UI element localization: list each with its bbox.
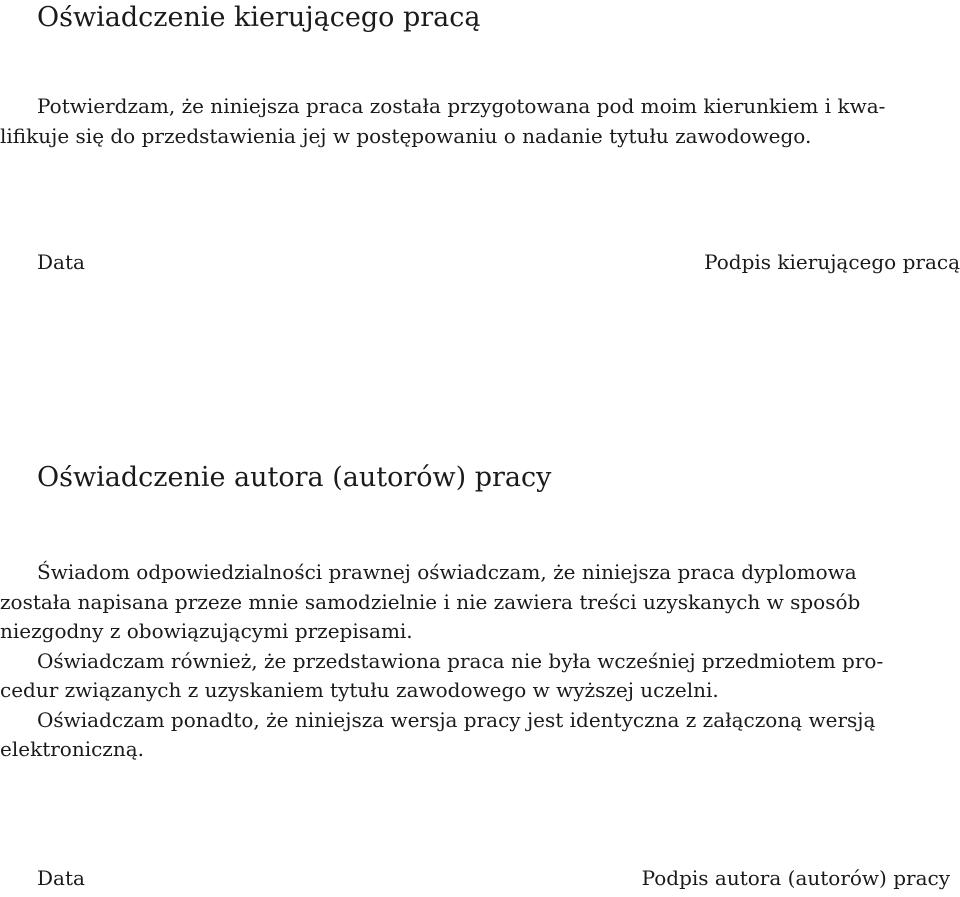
author-text-line-7: elektroniczną. [0, 737, 145, 761]
author-text-line-6: Oświadczam ponadto, że niniejsza wersja pracy jest identyczna z załączoną wersją [37, 708, 876, 732]
supervisor-text-line-1: Potwierdzam, że niniejsza praca została przygotowana pod moim kierunkiem i kwa- [37, 94, 886, 118]
author-text-line-4: Oświadczam również, że przedstawiona praca nie była wcześniej przedmiotem pro- [37, 649, 884, 673]
supervisor-signature-label: Podpis kierującego pracą [704, 250, 960, 274]
supervisor-date-label: Data [37, 250, 85, 274]
author-date-label: Data [37, 866, 85, 890]
author-text-line-5: cedur związanych z uzyskaniem tytułu zawodowego w wyższej uczelni. [0, 678, 719, 702]
author-text-line-1: Świadom odpowiedzialności prawnej oświadczam, że niniejsza praca dyplomowa [37, 560, 857, 584]
supervisor-statement-text [0, 96, 960, 156]
author-statement-title: Oświadczenie autora (autorów) pracy [37, 462, 552, 493]
author-text-line-3: niezgodny z obowiązującymi przepisami. [0, 619, 413, 643]
author-text-line-2: została napisana przeze mnie samodzielnie i nie zawiera treści uzyskanych w sposób [0, 590, 861, 614]
author-signature-label: Podpis autora (autorów) pracy [641, 866, 950, 890]
supervisor-statement-title: Oświadczenie kierującego pracą [37, 2, 481, 33]
author-statement-text [0, 562, 960, 772]
supervisor-text-line-2: lifikuje się do przedstawienia jej w postępowaniu o nadanie tytułu zawodowego. [0, 124, 812, 148]
